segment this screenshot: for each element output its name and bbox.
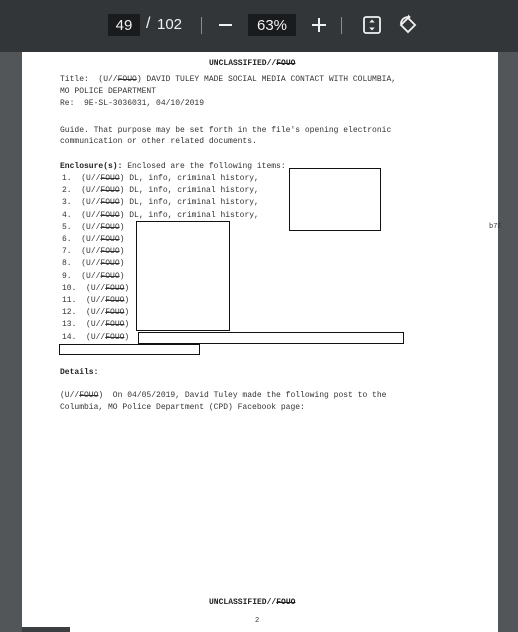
enclosure-item: 9. (U//FOUO) [62,271,125,281]
redaction-box [138,332,404,344]
toolbar-divider [201,17,202,34]
scroll-indicator [22,627,70,632]
enclosure-item: 4. (U//FOUO) DL, info, criminal history, [62,210,259,220]
redaction-box [59,344,200,355]
enclosures-heading: Enclosure(s): Enclosed are the following items: [60,162,286,171]
enclosure-number: 3. [62,198,72,208]
zoom-level-input[interactable] [248,14,296,36]
page-number: 2 [255,617,260,625]
enclosure-number: 5. [62,222,72,232]
classification-footer: UNCLASSIFIED//FOUO [209,598,296,607]
enclosure-item: 3. (U//FOUO) DL, info, criminal history, [62,198,259,208]
enclosure-item: 1. (U//FOUO) DL, info, criminal history, [62,174,259,183]
details-heading: Details: [60,368,99,377]
details-text: (U//FOUO) On 04/05/2019, David Tuley made the following post to the [60,391,387,400]
enclosure-number: 9. [62,271,72,281]
guide-text: Guide. That purpose may be set forth in the file's opening electronic [60,126,392,135]
enclosure-number: 13. [62,320,77,330]
enclosure-item: 10. (U//FOUO) [62,283,130,293]
enclosure-item: 14. (U//FOUO) [62,332,130,342]
enclosure-number: 6. [62,235,72,244]
details-text-2: Columbia, MO Police Department (CPD) Facebook page: [60,403,305,412]
enclosure-number: 7. [62,247,72,257]
enclosure-item: 8. (U//FOUO) [62,259,125,269]
enclosure-number: 4. [62,210,72,220]
page-number-input[interactable] [108,14,140,36]
rotate-button[interactable] [396,13,420,37]
enclosure-item: 11. (U//FOUO) [62,296,130,305]
guide-text-2: communication or other related documents. [60,137,257,146]
enclosure-number: 1. [62,174,72,183]
enclosure-number: 11. [62,296,77,305]
enclosure-item: 6. (U//FOUO) [62,235,125,244]
enclosure-number: 8. [62,259,72,269]
redaction-box [289,168,381,231]
page-separator: / [146,15,151,32]
enclosure-number: 2. [62,186,72,196]
enclosure-number: 12. [62,308,77,318]
fit-to-page-button[interactable] [362,15,382,35]
pdf-toolbar [0,0,518,52]
enclosure-number: 10. [62,283,77,293]
enclosure-item: 7. (U//FOUO) [62,247,125,257]
zoom-in-button[interactable] [308,14,330,36]
rotate-icon [396,13,420,37]
redaction-box [136,221,230,331]
exemption-code: b7E [489,223,502,231]
enclosure-item: 13. (U//FOUO) [62,320,130,330]
fit-to-page-icon [362,15,382,35]
title-line-2: MO POLICE DEPARTMENT [60,87,157,96]
pdf-page [22,52,502,632]
toolbar-divider [341,17,342,34]
title-line: Title: (U//FOUO) DAVID TULEY MADE SOCIAL MEDIA CONTACT WITH COLUMBIA, [60,75,397,84]
zoom-out-button[interactable] [214,14,236,36]
classification-header: UNCLASSIFIED//FOUO [209,59,296,68]
re-line: Re: 9E-SL-3036031, 04/10/2019 [60,99,205,108]
enclosure-item: 2. (U//FOUO) DL, info, criminal history, [62,186,259,196]
enclosure-item: 5. (U//FOUO) [62,222,125,232]
page-total: 102 [157,16,183,33]
enclosure-item: 12. (U//FOUO) [62,308,130,318]
enclosure-number: 14. [62,332,77,342]
